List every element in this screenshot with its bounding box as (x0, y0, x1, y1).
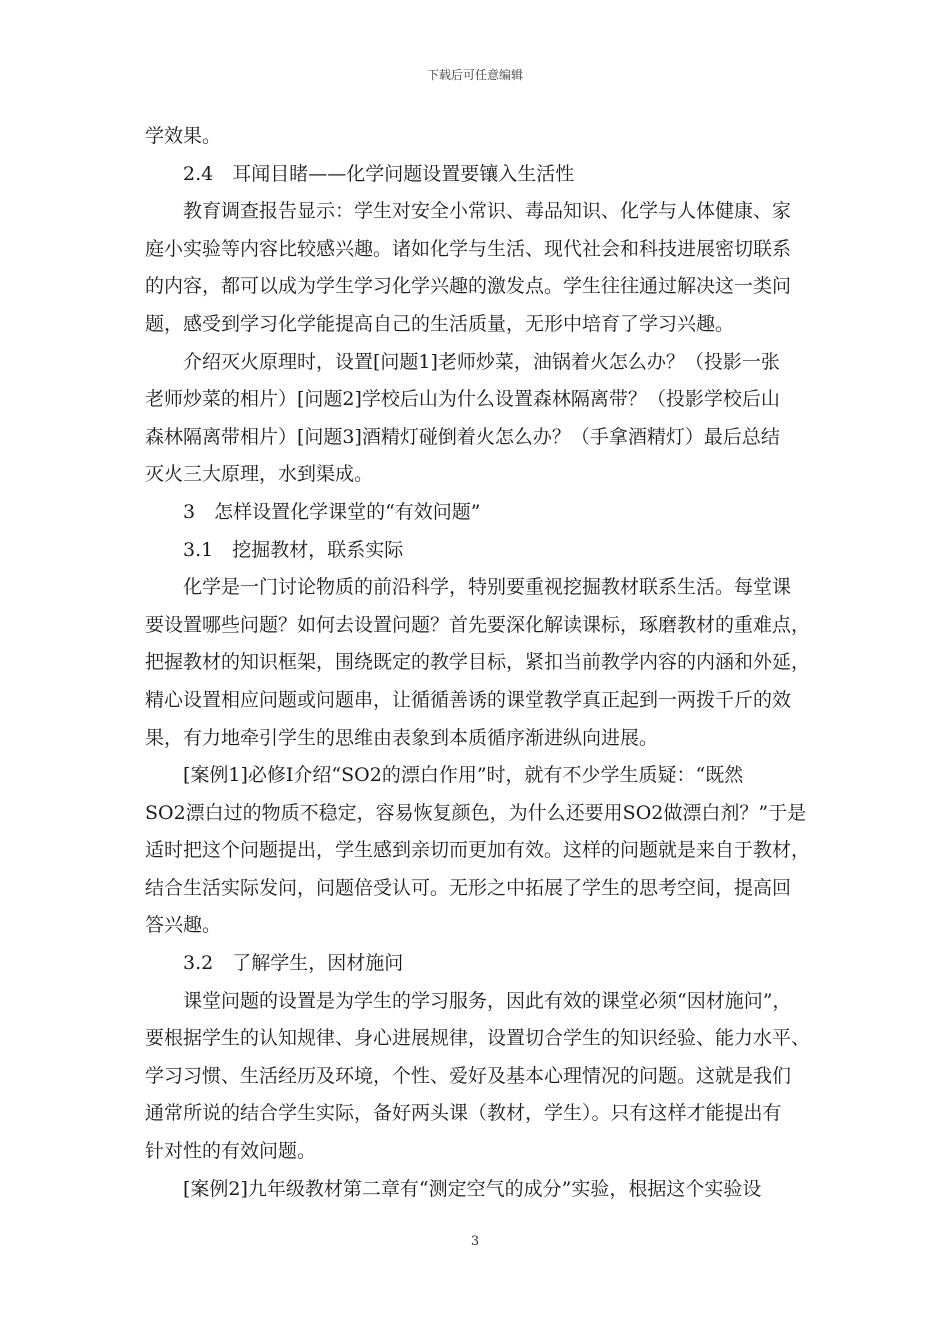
body-line: 适时把这个问题提出，学生感到亲切而更加有效。这样的问题就是来自于教材， (145, 839, 811, 862)
body-line: 题，感受到学习化学能提高自己的生活质量，无形中培育了学习兴趣。 (145, 312, 735, 335)
body-line: 庭小实验等内容比较感兴趣。诸如化学与生活、现代社会和科技进展密切联系 (145, 237, 792, 260)
body-line: 答兴趣。 (145, 914, 222, 937)
body-line: 果，有力地牵引学生的思维由表象到本质循序渐进纵向进展。 (145, 726, 659, 749)
body-line: 结合生活实际发问，问题倍受认可。无形之中拓展了学生的思考空间，提高回 (145, 876, 792, 899)
body-line: 针对性的有效问题。 (145, 1140, 317, 1163)
body-line: 学效果。 (145, 125, 222, 147)
body-line: 学习习惯、生活经历及环境，个性、爱好及基本心理情况的问题。这就是我们 (145, 1064, 792, 1087)
body-line: [案例2]九年级教材第二章有“测定空气的成分”实验，根据这个实验设 (183, 1177, 762, 1200)
section-heading-2-4: 2.4 耳闻目睹——化学问题设置要镶入生活性 (183, 162, 575, 185)
body-line: 通常所说的结合学生实际，备好两头课（教材，学生）。只有这样才能提出有 (145, 1102, 782, 1125)
body-line: 化学是一门讨论物质的前沿科学，特别要重视挖掘教材联系生活。每堂课 (183, 576, 792, 599)
body-line: 灭火三大原理，水到渠成。 (145, 463, 374, 486)
page-number: 3 (470, 1234, 480, 1249)
body-line: [案例1]必修Ⅰ介绍“SO2的漂白作用”时，就有不少学生质疑：“既然 (183, 764, 744, 787)
body-line: 介绍灭火原理时，设置[问题1]老师炒菜，油锅着火怎么办？（投影一张 (183, 350, 780, 373)
page-header: 下载后可任意编辑 (426, 68, 523, 82)
body-line: 要设置哪些问题？如何去设置问题？首先要深化解读课标，琢磨教材的重难点， (145, 613, 811, 636)
body-line: 教育调查报告显示：学生对安全小常识、毒品知识、化学与人体健康、家 (183, 200, 792, 223)
section-heading-3-1: 3.1 挖掘教材，联系实际 (183, 538, 404, 561)
document-body (145, 118, 813, 1208)
body-line: 要根据学生的认知规律、身心进展规律，设置切合学生的知识经验、能力水平、 (145, 1027, 811, 1050)
body-line: 把握教材的知识框架，围绕既定的教学目标，紧扣当前教学内容的内涵和外延， (145, 651, 811, 674)
section-heading-3: 3 怎样设置化学课堂的“有效问题” (183, 500, 481, 523)
body-line: 森林隔离带相片）[问题3]酒精灯碰倒着火怎么办？（手拿酒精灯）最后总结 (145, 425, 780, 448)
body-line: 精心设置相应问题或问题串，让循循善诱的课堂教学真正起到一两拨千斤的效 (145, 688, 792, 711)
body-line: SO2漂白过的物质不稳定，容易恢复颜色，为什么还要用SO2做漂白剂？”于是 (145, 801, 807, 824)
body-line: 课堂问题的设置是为学生的学习服务，因此有效的课堂必须“因材施问”， (183, 989, 792, 1012)
body-line: 老师炒菜的相片）[问题2]学校后山为什么设置森林隔离带？（投影学校后山 (145, 388, 780, 411)
section-heading-3-2: 3.2 了解学生，因材施问 (183, 952, 404, 975)
body-line: 的内容，都可以成为学生学习化学兴趣的激发点。学生往往通过解决这一类问 (145, 275, 792, 298)
